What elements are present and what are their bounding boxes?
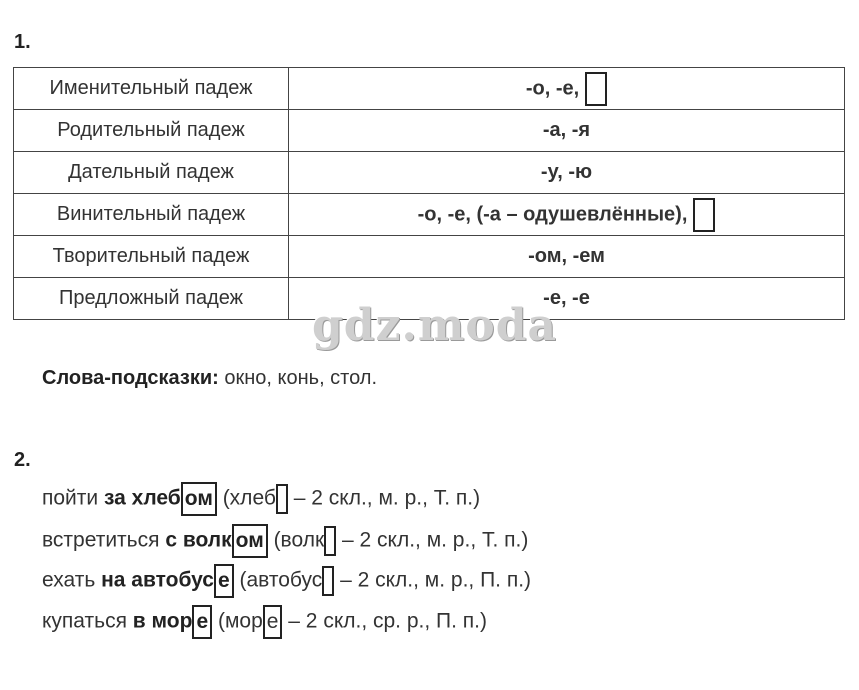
hint-words: окно, конь, стол. [218, 367, 378, 389]
ending-box: е [214, 564, 234, 598]
case-name: Винительный падеж [14, 194, 289, 236]
phrase-prep-noun: в мор [132, 609, 193, 633]
case-name: Именительный падеж [14, 68, 289, 110]
case-endings-table [13, 67, 845, 320]
hint-label: Слова-подсказки: [42, 367, 219, 389]
watermark: gdz.moda [312, 300, 558, 351]
phrase-analysis-open: (мор [212, 609, 263, 633]
phrase-analysis: – 2 скл., м. р., Т. п.) [336, 528, 529, 552]
phrase-prep-noun: за хлеб [103, 486, 181, 510]
case-endings [289, 68, 845, 110]
case-endings: -е, -е [289, 278, 845, 320]
zero-ending-box [324, 526, 336, 556]
case-endings: -а, -я [289, 110, 845, 152]
ending-box: ом [232, 524, 268, 558]
table-row [14, 68, 845, 110]
phrase-verb: ехать [42, 568, 102, 592]
task-1-number: 1. [14, 31, 31, 53]
zero-ending-box [322, 566, 334, 596]
case-endings [289, 194, 845, 236]
phrase-verb: купаться [42, 609, 133, 633]
table-row [14, 236, 845, 278]
case-name: Родительный падеж [14, 110, 289, 152]
phrase-analysis: – 2 скл., м. р., П. п.) [334, 568, 532, 592]
ending-box: е [192, 605, 212, 639]
zero-ending-box [276, 484, 288, 514]
endings-text: -о, -е, [525, 76, 580, 99]
phrase-prep-noun: на автобус [101, 568, 214, 592]
phrase-verb: пойти [42, 486, 104, 510]
case-endings: -у, -ю [289, 152, 845, 194]
phrase-line [42, 605, 487, 639]
phrase-verb: встретиться [42, 528, 166, 552]
phrase-line [42, 482, 480, 516]
case-name: Творительный падеж [14, 236, 289, 278]
phrase-prep-noun: с волк [165, 528, 232, 552]
phrase-analysis: – 2 скл., ср. р., П. п.) [282, 609, 487, 633]
phrase-line [42, 524, 528, 558]
zero-ending-box [693, 198, 715, 232]
table-row [14, 152, 845, 194]
table-row [14, 110, 845, 152]
phrase-line [42, 564, 531, 598]
ending-box: е [263, 605, 283, 639]
task-2-number: 2. [14, 449, 31, 471]
phrase-analysis-open: (автобус [233, 568, 323, 592]
table-row [14, 194, 845, 236]
phrase-analysis-open: (волк [267, 528, 325, 552]
phrase-analysis: – 2 скл., м. р., Т. п.) [287, 486, 481, 510]
case-name: Дательный падеж [14, 152, 289, 194]
zero-ending-box [585, 72, 607, 106]
hint-line [42, 367, 377, 390]
phrase-analysis-open: (хлеб [216, 486, 276, 510]
ending-box: ом [181, 482, 217, 516]
case-endings: -ом, -ем [289, 236, 845, 278]
endings-text: -о, -е, (-а – одушевлённые), [417, 202, 688, 225]
case-name: Предложный падеж [14, 278, 289, 320]
